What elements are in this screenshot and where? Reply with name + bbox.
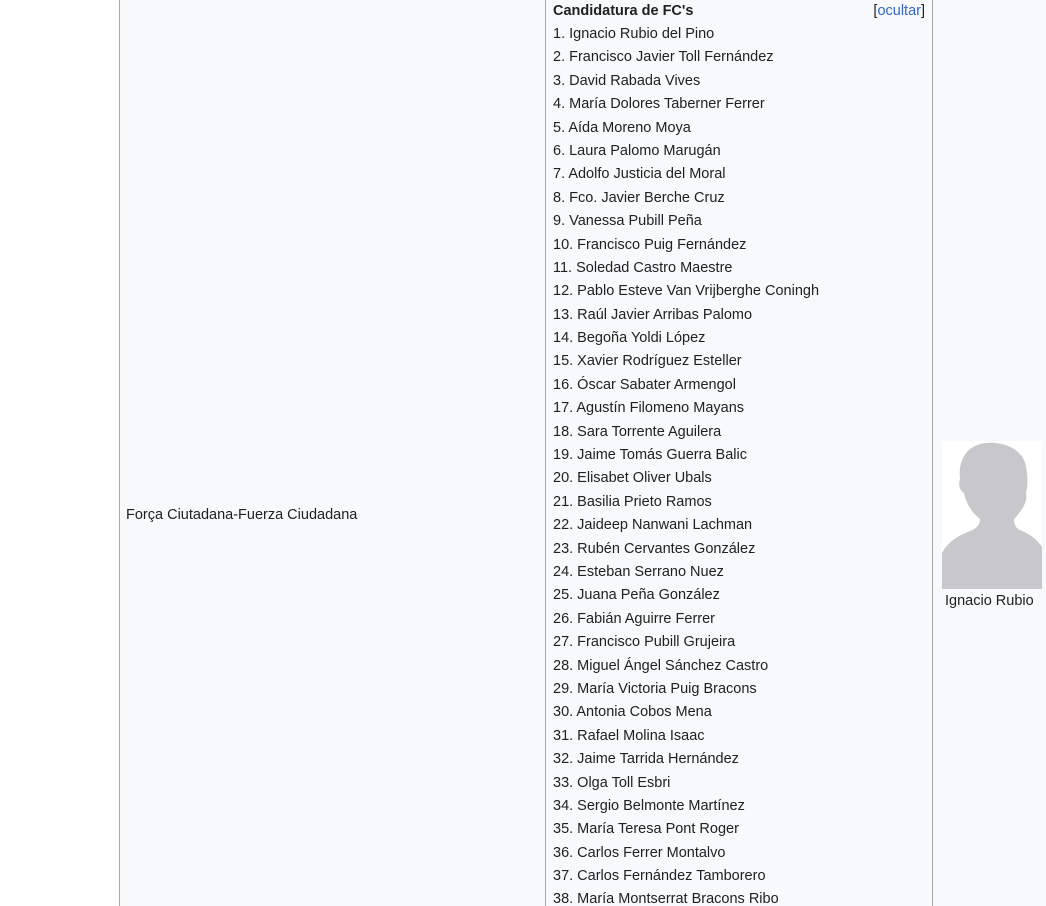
candidate-item: 15. Xavier Rodríguez Esteller xyxy=(553,353,742,370)
candidate-item: 31. Rafael Molina Isaac xyxy=(553,727,705,744)
table-left-cell xyxy=(0,0,119,906)
candidate-item: 13. Raúl Javier Arribas Palomo xyxy=(553,306,753,323)
candidate-item: 6. Laura Palomo Marugán xyxy=(553,142,721,159)
candidate-item: 27. Francisco Pubill Grujeira xyxy=(553,634,736,651)
candidate-item: 4. María Dolores Taberner Ferrer xyxy=(553,96,765,113)
candidate-item: 5. Aída Moreno Moya xyxy=(553,119,691,136)
candidate-item: 20. Elisabet Oliver Ubals xyxy=(553,470,712,487)
candidate-item: 30. Antonia Cobos Mena xyxy=(553,704,712,721)
candidate-item: 24. Esteban Serrano Nuez xyxy=(553,563,724,580)
candidate-item: 1. Ignacio Rubio del Pino xyxy=(553,26,715,42)
candidate-item: 18. Sara Torrente Aguilera xyxy=(553,423,722,440)
party-name: Força Ciutadana-Fuerza Ciudadana xyxy=(126,507,358,523)
candidate-list-title: Candidatura de FC's xyxy=(553,3,694,19)
candidate-item: 35. María Teresa Pont Roger xyxy=(553,821,739,838)
leader-photo-caption: Ignacio Rubio xyxy=(945,593,1034,609)
candidate-item: 37. Carlos Fernández Tamborero xyxy=(553,868,766,885)
leader-photo[interactable] xyxy=(942,441,1042,589)
candidate-item: 19. Jaime Tomás Guerra Balic xyxy=(553,447,747,464)
person-silhouette-icon xyxy=(942,441,1042,589)
candidate-item: 8. Fco. Javier Berche Cruz xyxy=(553,189,725,206)
candidate-item: 2. Francisco Javier Toll Fernández xyxy=(553,49,774,66)
candidate-item: 17. Agustín Filomeno Mayans xyxy=(553,400,745,417)
candidate-item: 9. Vanessa Pubill Peña xyxy=(553,213,702,230)
hide-list-link[interactable]: ocultar xyxy=(877,3,921,19)
candidate-item: 7. Adolfo Justicia del Moral xyxy=(553,166,726,183)
candidate-item: 33. Olga Toll Esbri xyxy=(553,774,671,791)
candidate-item: 22. Jaideep Nanwani Lachman xyxy=(553,517,753,534)
candidate-item: 16. Óscar Sabater Armengol xyxy=(553,376,736,393)
candidate-item: 29. María Victoria Puig Bracons xyxy=(553,680,757,697)
candidate-item: 21. Basilia Prieto Ramos xyxy=(553,493,712,510)
collapse-toggle xyxy=(873,1,925,21)
candidate-list-header xyxy=(553,1,925,21)
candidate-item: 38. María Montserrat Bracons Ribo xyxy=(553,891,779,906)
candidate-item: 26. Fabián Aguirre Ferrer xyxy=(553,610,715,627)
candidate-item: 10. Francisco Puig Fernández xyxy=(553,236,747,253)
candidate-item: 3. David Rabada Vives xyxy=(553,72,701,89)
candidate-item: 28. Miguel Ángel Sánchez Castro xyxy=(553,657,769,674)
candidate-item: 14. Begoña Yoldi López xyxy=(553,330,706,347)
candidate-item: 32. Jaime Tarrida Hernández xyxy=(553,751,739,768)
candidate-list-cell xyxy=(546,0,933,906)
party-cell xyxy=(119,0,546,906)
leader-photo-cell xyxy=(933,0,1046,906)
candidate-item: 36. Carlos Ferrer Montalvo xyxy=(553,844,726,861)
candidate-item: 12. Pablo Esteve Van Vrijberghe Coningh xyxy=(553,283,820,300)
candidate-item: 34. Sergio Belmonte Martínez xyxy=(553,797,745,814)
candidate-item: 23. Rubén Cervantes González xyxy=(553,540,756,557)
candidate-list xyxy=(553,23,819,906)
toggle-open-bracket: [ xyxy=(873,3,878,19)
toggle-close-bracket: ] xyxy=(920,3,925,19)
candidate-item: 25. Juana Peña González xyxy=(553,587,720,604)
candidate-item: 11. Soledad Castro Maestre xyxy=(553,259,733,276)
